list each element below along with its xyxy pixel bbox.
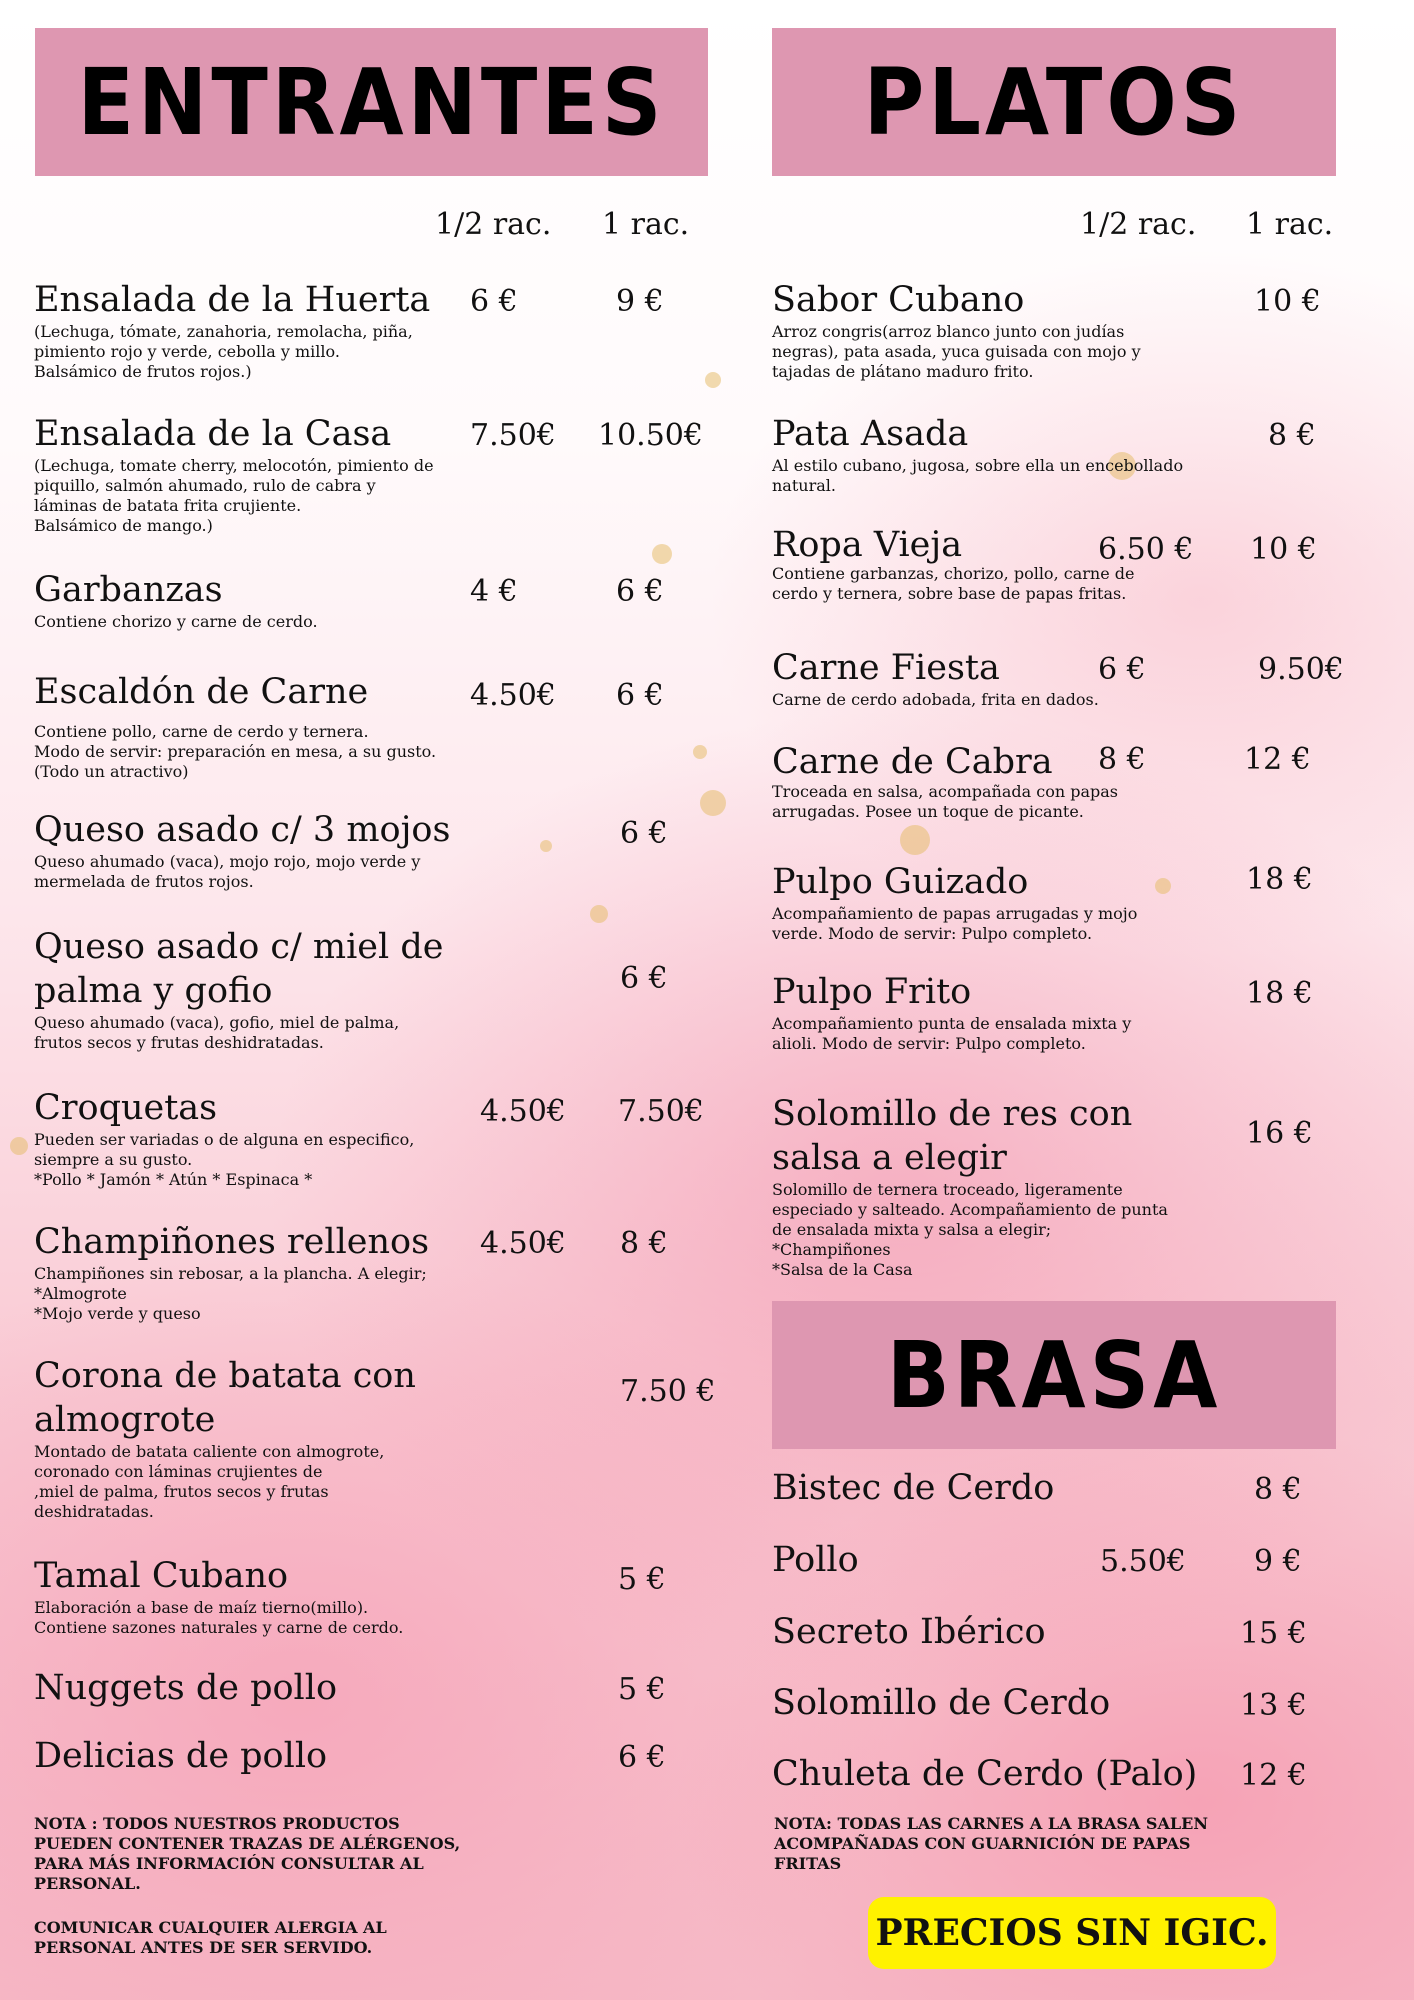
price-full: 8 € [1254,1472,1302,1507]
item-desc: Carne de cerdo adobada, frita en dados. [772,690,1099,709]
decor-dot [652,544,672,564]
decor-dot [900,825,930,855]
item-desc: Montado de batata caliente con almogrote, coronado con láminas crujientes de ,miel de palma, frutos secos y frutas deshidratadas. [34,1442,385,1521]
menu-item [34,1666,464,1710]
item-name: Carne de Cabra [772,742,1053,782]
prices-badge: PRECIOS SIN IGIC. [868,1897,1276,1969]
price-full: 7.50€ [618,1094,704,1129]
menu-item [772,1752,1212,1796]
menu-item [34,412,454,536]
price-full: 18 € [1246,862,1313,897]
platos-header [772,28,1336,176]
price-full: 18 € [1246,976,1313,1011]
entrantes-title: ENTRANTES [77,48,666,156]
menu-item [34,925,464,1053]
menu-item [34,1220,464,1324]
item-desc: Elaboración a base de maíz tierno(millo). Contiene sazones naturales y carne de cerdo. [34,1598,404,1637]
menu-item [772,970,1172,1054]
decor-dot [540,840,552,852]
item-desc: (Lechuga, tómate, zanahoria, remolacha, piña, pimiento rojo y verde, cebolla y millo. Balsámico de frutos rojos.) [34,322,413,381]
item-name: Ensalada de la Huerta [34,280,431,320]
price-full: 6 € [616,574,664,609]
price-half: 4 € [470,574,518,609]
price-full: 8 € [1268,418,1316,453]
item-name: Solomillo de Cerdo [772,1683,1111,1723]
menu-item [34,670,464,782]
menu-item [34,568,454,632]
price-half: 5.50€ [1100,1544,1186,1579]
item-desc: Arroz congris(arroz blanco junto con judías negras), pata asada, yuca guisada con mojo y tajadas de plátano maduro frito. [772,322,1141,381]
price-half: 4.50€ [470,678,556,713]
price-full: 12 € [1240,1758,1307,1793]
item-name: Ropa Vieja [772,525,963,565]
item-desc: Queso ahumado (vaca), gofio, miel de palma, frutos secos y frutas deshidratadas. [34,1013,400,1052]
decor-dot [10,1137,28,1155]
menu-item [772,526,1152,604]
item-desc: Al estilo cubano, jugosa, sobre ella un encebollado natural. [772,456,1184,495]
decor-dot [705,372,721,388]
menu-item [772,860,1172,944]
item-name: Pollo [772,1540,859,1580]
item-name: Corona de batata con almogrote [34,1356,416,1440]
item-name: Ensalada de la Casa [34,414,392,454]
menu-item [772,1610,1152,1654]
menu-item [772,412,1192,496]
item-name: Croquetas [34,1088,218,1128]
price-full: 7.50 € [620,1374,716,1409]
price-full: 13 € [1240,1688,1307,1723]
price-full: 8 € [620,1226,668,1261]
item-name: Solomillo de res con salsa a elegir [772,1094,1133,1178]
item-name: Secreto Ibérico [772,1612,1046,1652]
item-desc: Contiene pollo, carne de cerdo y ternera. Modo de servir: preparación en mesa, a su gusto. (Todo un atractivo) [34,722,437,781]
item-name: Tamal Cubano [34,1556,289,1596]
allergen-note: NOTA : TODOS NUESTROS PRODUCTOS PUEDEN CONTENER TRAZAS DE ALÉRGENOS, PARA MÁS INFORMACIÓN CONSULTAR AL PERSONAL. [34,1814,461,1893]
item-name: Queso asado c/ miel de palma y gofio [34,927,444,1011]
platos-col-full: 1 rac. [1246,207,1334,242]
item-name: Garbanzas [34,570,223,610]
price-full: 10 € [1250,532,1317,567]
price-half: 8 € [1098,742,1146,777]
item-name: Delicias de pollo [34,1736,328,1776]
menu-item [34,1354,464,1522]
platos-col-half: 1/2 rac. [1080,207,1197,242]
menu-item [34,1086,464,1190]
menu-item [772,278,1192,382]
item-name: Sabor Cubano [772,280,1025,320]
item-desc: Solomillo de ternera troceado, ligeramente especiado y salteado. Acompañamiento de punta de ensalada mixta y salsa a elegir; *Champiñones *Salsa de la Casa [772,1180,1168,1279]
item-desc: Champiñones sin rebosar, a la plancha. A elegir; *Almogrote *Mojo verde y queso [34,1264,427,1323]
platos-title: PLATOS [863,48,1245,156]
price-full: 9 € [616,284,664,319]
price-full: 5 € [618,1672,666,1707]
item-desc: Troceada en salsa, acompañada con papas arrugadas. Posee un toque de picante. [772,782,1118,821]
item-desc: Contiene garbanzas, chorizo, pollo, carne de cerdo y ternera, sobre base de papas fritas. [772,564,1135,603]
entrantes-col-half: 1/2 rac. [435,207,552,242]
menu-item [34,1554,464,1638]
price-full: 10.50€ [598,418,703,453]
item-name: Queso asado c/ 3 mojos [34,810,451,850]
menu-item [34,1734,464,1778]
decor-dot [700,790,726,816]
price-half: 7.50€ [470,418,556,453]
price-full: 12 € [1244,742,1311,777]
price-half: 6.50 € [1098,532,1194,567]
item-desc: Contiene chorizo y carne de cerdo. [34,612,318,631]
entrantes-col-full: 1 rac. [602,207,690,242]
price-half: 6 € [1098,652,1146,687]
decor-dot [590,905,608,923]
item-name: Pulpo Guizado [772,862,1029,902]
item-desc: Queso ahumado (vaca), mojo rojo, mojo verde y mermelada de frutos rojos. [34,852,421,891]
menu-item [772,1466,1152,1510]
price-half: 4.50€ [480,1094,566,1129]
price-full: 10 € [1254,284,1321,319]
menu-item [772,646,1152,710]
price-full: 6 € [620,961,668,996]
item-desc: (Lechuga, tomate cherry, melocotón, pimiento de piquillo, salmón ahumado, rulo de cabra y láminas de batata frita crujiente. Balsámico de mango.) [34,456,434,535]
brasa-title: BRASA [886,1321,1222,1429]
item-desc: Acompañamiento de papas arrugadas y mojo verde. Modo de servir: Pulpo completo. [772,904,1138,943]
menu-item [34,278,454,382]
menu-item [772,1681,1172,1725]
brasa-header [772,1301,1336,1449]
price-full: 6 € [618,1740,666,1775]
item-desc: Pueden ser variadas o de alguna en especifico, siempre a su gusto. *Pollo * Jamón * Atún * Espinaca * [34,1130,415,1189]
menu-item [772,1092,1192,1280]
item-name: Bistec de Cerdo [772,1468,1055,1508]
item-name: Escaldón de Carne [34,672,369,712]
item-name: Nuggets de pollo [34,1668,338,1708]
price-half: 6 € [470,284,518,319]
item-desc: Acompañamiento punta de ensalada mixta y alioli. Modo de servir: Pulpo completo. [772,1014,1132,1053]
entrantes-header [35,28,708,176]
allergy-warning-note: COMUNICAR CUALQUIER ALERGIA AL PERSONAL ANTES DE SER SERVIDO. [34,1918,387,1957]
price-full: 9.50€ [1258,652,1344,687]
price-half: 4.50€ [480,1226,566,1261]
item-name: Pulpo Frito [772,972,972,1012]
item-name: Carne Fiesta [772,648,1000,688]
menu-item [772,1538,1072,1582]
decor-dot [693,745,707,759]
item-name: Champiñones rellenos [34,1222,430,1262]
price-full: 16 € [1246,1116,1313,1151]
price-full: 15 € [1240,1616,1307,1651]
brasa-note: NOTA: TODAS LAS CARNES A LA BRASA SALEN ACOMPAÑADAS CON GUARNICIÓN DE PAPAS FRITAS [774,1814,1208,1873]
price-full: 6 € [620,816,668,851]
menu-item [34,808,464,892]
price-full: 5 € [618,1562,666,1597]
price-full: 9 € [1254,1544,1302,1579]
menu-item [772,742,1152,822]
item-name: Chuleta de Cerdo (Palo) [772,1754,1198,1794]
item-name: Pata Asada [772,414,969,454]
price-full: 6 € [616,678,664,713]
